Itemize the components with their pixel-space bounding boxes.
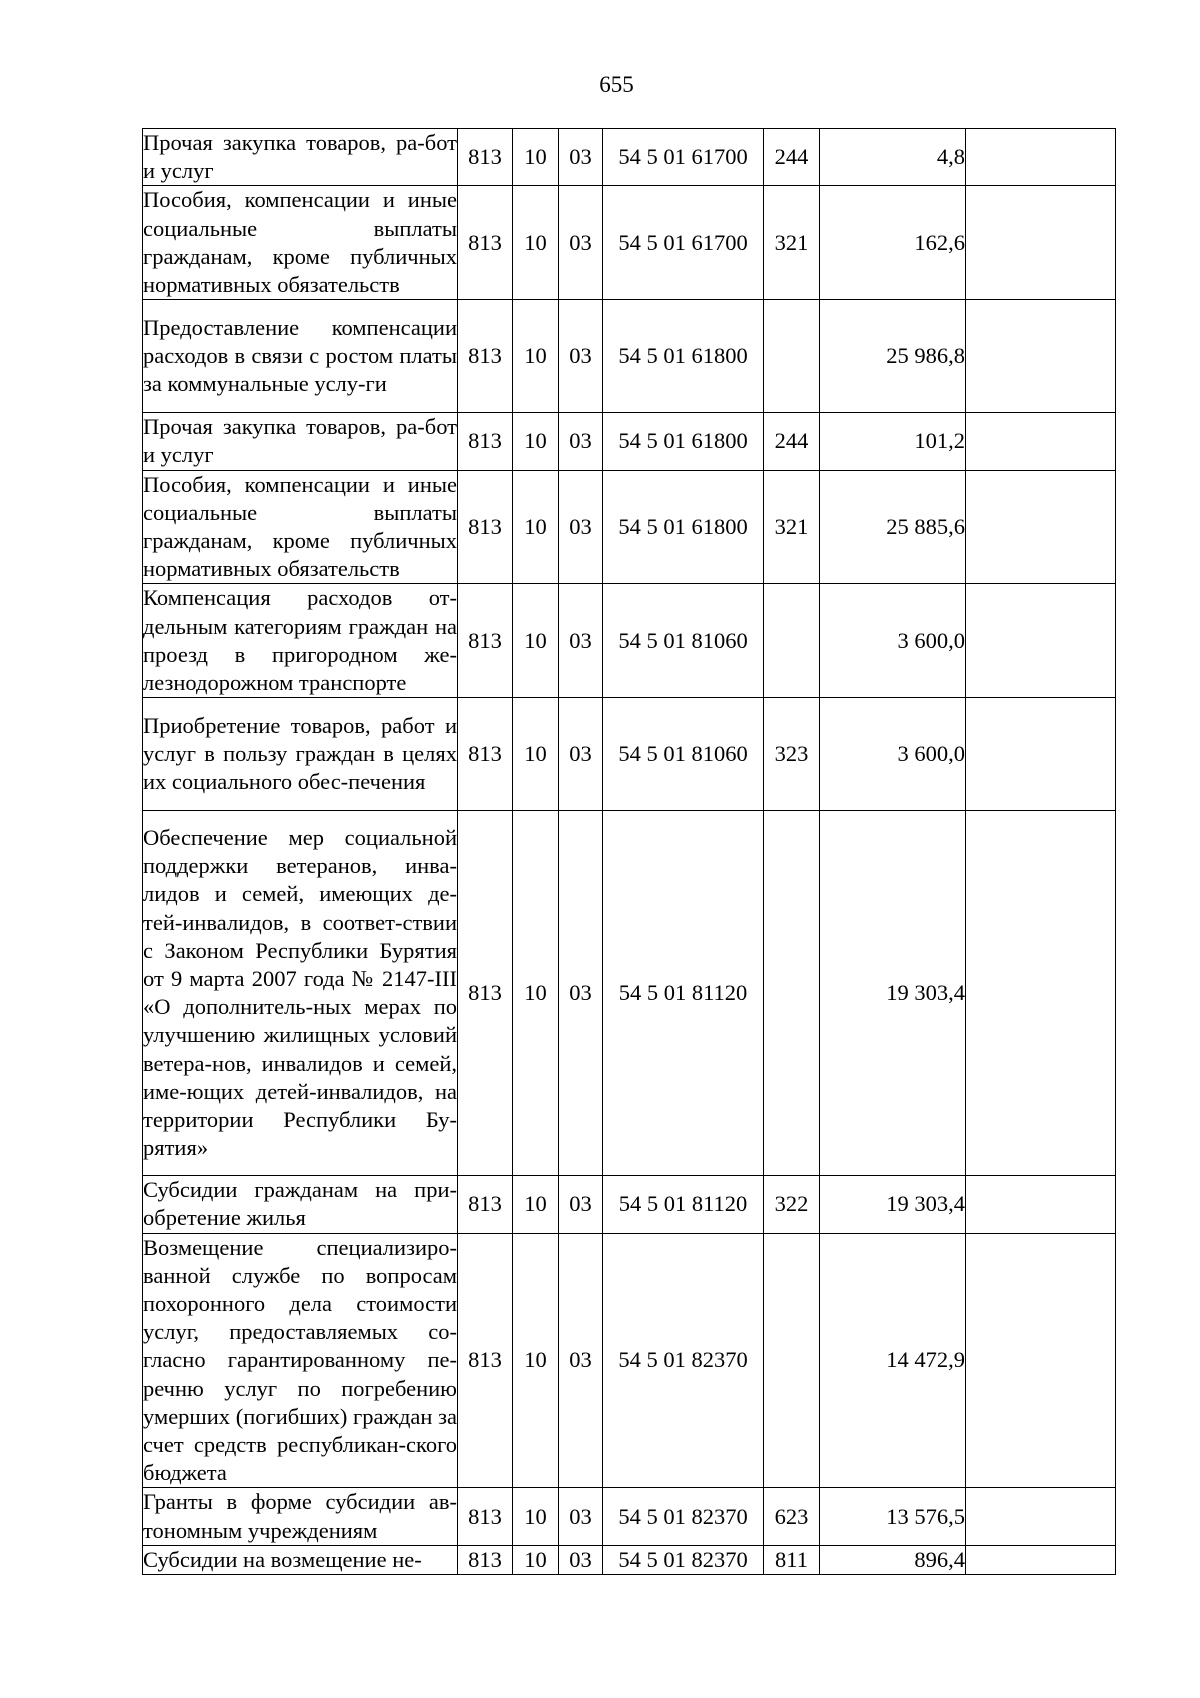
target-article-code: 54 5 01 61800: [603, 470, 764, 584]
subsection-code: 03: [559, 186, 603, 300]
target-article-code: 54 5 01 81120: [603, 1176, 764, 1233]
expense-type-code: 321: [764, 470, 820, 584]
ministry-code: 813: [458, 1488, 513, 1545]
section-code: 10: [513, 1545, 559, 1574]
target-article-code: 54 5 01 81060: [603, 584, 764, 698]
ministry-code: 813: [458, 698, 513, 811]
expense-type-code: 321: [764, 186, 820, 300]
row-name: Предоставление компенсации расходов в связи с ростом платы за коммунальные услу-ги: [143, 300, 458, 413]
expense-type-code: 244: [764, 413, 820, 470]
section-code: 10: [513, 698, 559, 811]
table-row: [143, 1233, 1116, 1488]
amount: 19 303,4: [820, 1176, 966, 1233]
table-row: [143, 698, 1116, 811]
section-code: 10: [513, 1488, 559, 1545]
empty-cell: [966, 129, 1116, 186]
empty-cell: [966, 1233, 1116, 1488]
table-row: [143, 413, 1116, 470]
target-article-code: 54 5 01 81120: [603, 811, 764, 1176]
amount: 162,6: [820, 186, 966, 300]
amount: 14 472,9: [820, 1233, 966, 1488]
row-name: Пособия, компенсации и иные социальные выплаты гражданам, кроме публичных нормативных обязательств: [143, 186, 458, 300]
table-row: [143, 1488, 1116, 1545]
section-code: 10: [513, 186, 559, 300]
row-name: Приобретение товаров, работ и услуг в пользу граждан в целях их социального обес-печения: [143, 698, 458, 811]
expense-type-code: 244: [764, 129, 820, 186]
table-row: [143, 811, 1116, 1176]
amount: 896,4: [820, 1545, 966, 1574]
ministry-code: 813: [458, 470, 513, 584]
amount: 25 986,8: [820, 300, 966, 413]
subsection-code: 03: [559, 413, 603, 470]
row-name: Прочая закупка товаров, ра-бот и услуг: [143, 413, 458, 470]
section-code: 10: [513, 413, 559, 470]
amount: 3 600,0: [820, 584, 966, 698]
subsection-code: 03: [559, 129, 603, 186]
target-article-code: 54 5 01 81060: [603, 698, 764, 811]
amount: 3 600,0: [820, 698, 966, 811]
empty-cell: [966, 470, 1116, 584]
table-row: [143, 470, 1116, 584]
section-code: 10: [513, 129, 559, 186]
section-code: 10: [513, 811, 559, 1176]
target-article-code: 54 5 01 61700: [603, 129, 764, 186]
empty-cell: [966, 698, 1116, 811]
ministry-code: 813: [458, 129, 513, 186]
subsection-code: 03: [559, 300, 603, 413]
section-code: 10: [513, 300, 559, 413]
amount: 13 576,5: [820, 1488, 966, 1545]
expense-type-code: [764, 811, 820, 1176]
empty-cell: [966, 186, 1116, 300]
row-name: Субсидии на возмещение не-: [143, 1545, 458, 1574]
ministry-code: 813: [458, 1176, 513, 1233]
expense-type-code: 323: [764, 698, 820, 811]
subsection-code: 03: [559, 1233, 603, 1488]
subsection-code: 03: [559, 811, 603, 1176]
row-name: Пособия, компенсации и иные социальные выплаты гражданам, кроме публичных нормативных обязательств: [143, 470, 458, 584]
ministry-code: 813: [458, 300, 513, 413]
empty-cell: [966, 413, 1116, 470]
row-name: Компенсация расходов от-дельным категориям граждан на проезд в пригородном же-лезнодорожном транспорте: [143, 584, 458, 698]
row-name: Возмещение специализиро-ванной службе по вопросам похоронного дела стоимости услуг, предоставляемых со-гласно гарантированному пе-речню услуг по погребению умерших (погибших) граждан за счет средств республикан-ского бюджета: [143, 1233, 458, 1488]
table-row: [143, 300, 1116, 413]
ministry-code: 813: [458, 413, 513, 470]
ministry-code: 813: [458, 584, 513, 698]
amount: 101,2: [820, 413, 966, 470]
expense-type-code: [764, 584, 820, 698]
expense-type-code: 811: [764, 1545, 820, 1574]
target-article-code: 54 5 01 61800: [603, 300, 764, 413]
row-name: Гранты в форме субсидии ав-тономным учреждениям: [143, 1488, 458, 1545]
ministry-code: 813: [458, 1233, 513, 1488]
row-name: Субсидии гражданам на при-обретение жилья: [143, 1176, 458, 1233]
expense-type-code: [764, 300, 820, 413]
budget-table: [142, 128, 1116, 1575]
table-row: [143, 1176, 1116, 1233]
target-article-code: 54 5 01 82370: [603, 1233, 764, 1488]
table-row: [143, 186, 1116, 300]
empty-cell: [966, 1488, 1116, 1545]
empty-cell: [966, 811, 1116, 1176]
target-article-code: 54 5 01 82370: [603, 1545, 764, 1574]
amount: 25 885,6: [820, 470, 966, 584]
expense-type-code: 623: [764, 1488, 820, 1545]
subsection-code: 03: [559, 698, 603, 811]
empty-cell: [966, 1545, 1116, 1574]
section-code: 10: [513, 1176, 559, 1233]
empty-cell: [966, 300, 1116, 413]
target-article-code: 54 5 01 61700: [603, 186, 764, 300]
amount: 4,8: [820, 129, 966, 186]
subsection-code: 03: [559, 1488, 603, 1545]
subsection-code: 03: [559, 1545, 603, 1574]
table-row: [143, 1545, 1116, 1574]
expense-type-code: [764, 1233, 820, 1488]
empty-cell: [966, 1176, 1116, 1233]
target-article-code: 54 5 01 61800: [603, 413, 764, 470]
subsection-code: 03: [559, 470, 603, 584]
section-code: 10: [513, 584, 559, 698]
ministry-code: 813: [458, 1545, 513, 1574]
table-row: [143, 584, 1116, 698]
section-code: 10: [513, 470, 559, 584]
subsection-code: 03: [559, 584, 603, 698]
page-number: 655: [599, 72, 634, 97]
target-article-code: 54 5 01 82370: [603, 1488, 764, 1545]
row-name: Прочая закупка товаров, ра-бот и услуг: [143, 129, 458, 186]
section-code: 10: [513, 1233, 559, 1488]
subsection-code: 03: [559, 1176, 603, 1233]
table-row: [143, 129, 1116, 186]
expense-type-code: 322: [764, 1176, 820, 1233]
ministry-code: 813: [458, 186, 513, 300]
amount: 19 303,4: [820, 811, 966, 1176]
empty-cell: [966, 584, 1116, 698]
ministry-code: 813: [458, 811, 513, 1176]
row-name: Обеспечение мер социальной поддержки ветеранов, инва-лидов и семей, имеющих де-тей-инвалидов, в соответ-ствии с Законом Республики Бурятия от 9 марта 2007 года № 2147-III «О дополнитель-ных мерах по улучшению жилищных условий ветера-нов, инвалидов и семей, име-ющих детей-инвалидов, на территории Республики Бу-рятия»: [143, 811, 458, 1176]
